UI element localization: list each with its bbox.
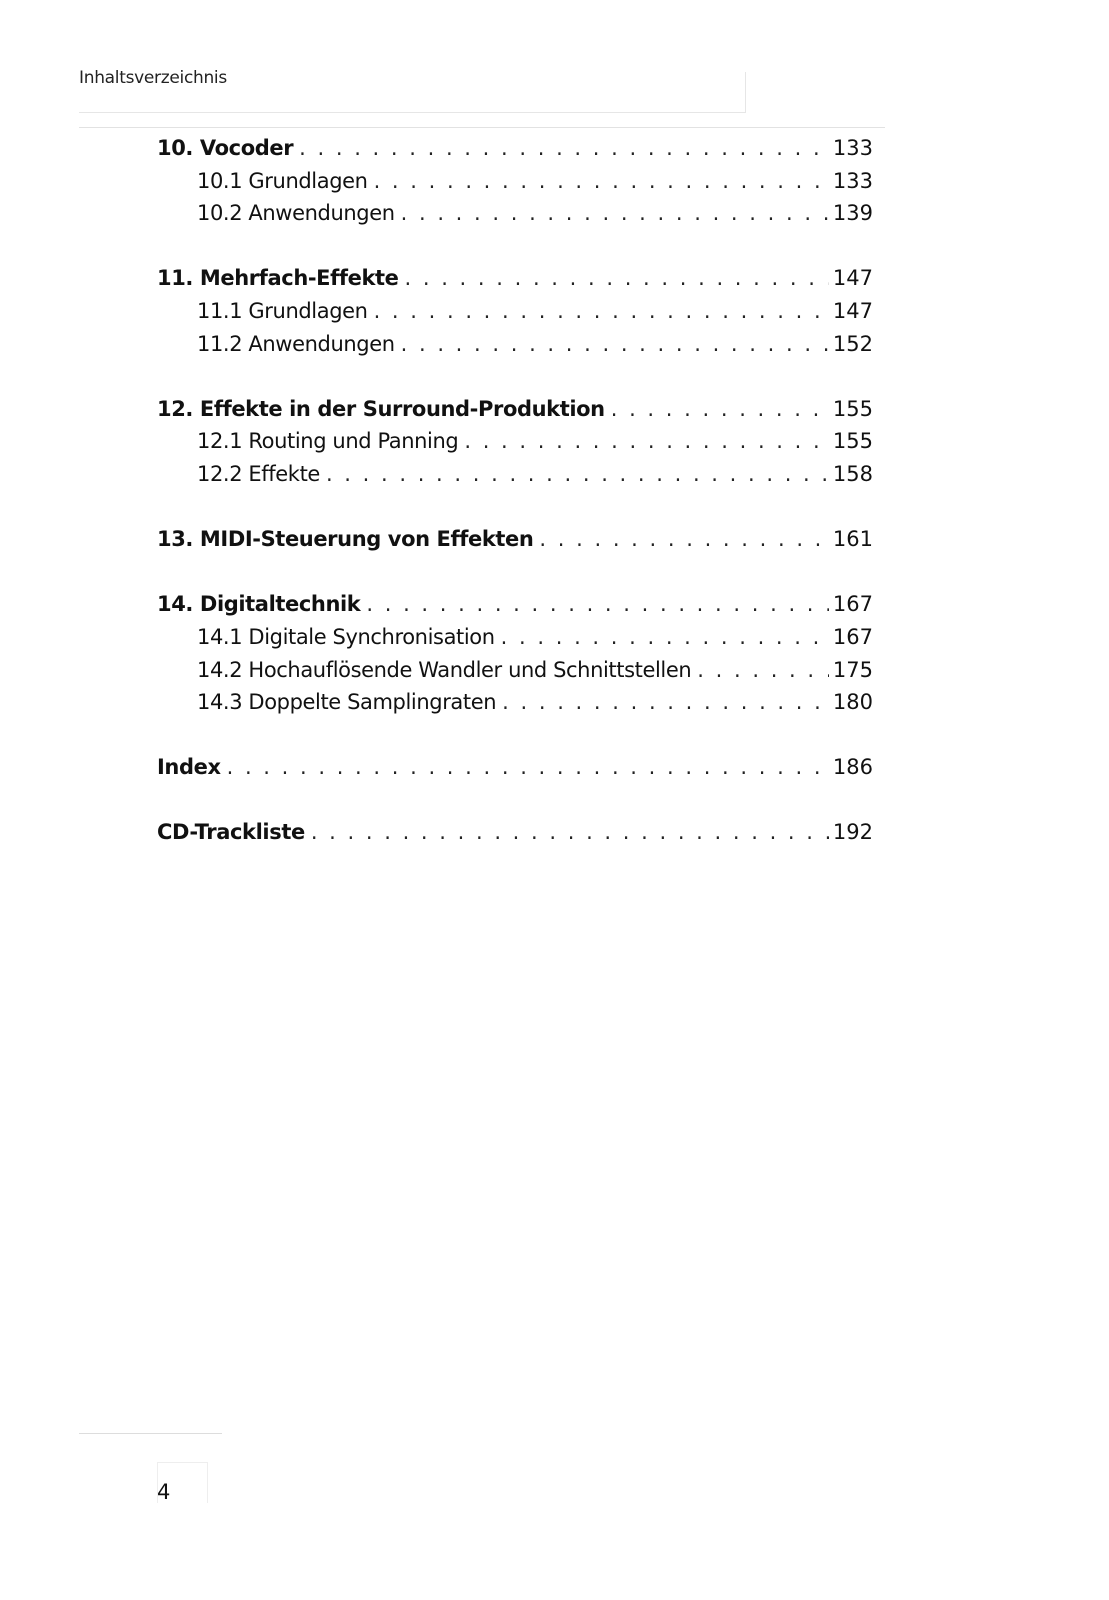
toc-entry-title: 10.2 Anwendungen [197, 201, 395, 226]
toc-entry-title: 14.1 Digitale Synchronisation [197, 624, 495, 649]
toc-entry-title: 11.2 Anwendungen [197, 331, 395, 356]
toc-entry-title: 14.3 Doppelte Samplingraten [197, 690, 497, 715]
toc-entry-page: 155 [832, 396, 873, 421]
toc-entry-page: 161 [832, 527, 873, 552]
toc-entry-title: 12.1 Routing und Panning [197, 429, 459, 454]
toc-entry-title: 10. Vocoder [157, 136, 294, 160]
toc-entry-section[interactable] [157, 654, 873, 687]
dot-leader [366, 588, 829, 621]
running-head: Inhaltsverzeichnis [79, 68, 227, 88]
dot-leader [405, 262, 829, 295]
toc-entry-title: 14.2 Hochauflösende Wandler und Schnittstellen [197, 657, 692, 682]
toc-entry-title: 13. MIDI-Steuerung von Effekten [157, 527, 534, 552]
dot-leader [227, 751, 829, 784]
dot-leader [374, 295, 829, 328]
toc-entry-title: 12. Effekte in der Surround-Produktion [157, 396, 605, 421]
toc-entry-chapter[interactable] [157, 262, 873, 295]
toc-entry-section[interactable] [157, 621, 873, 654]
toc-entry-chapter[interactable] [157, 523, 873, 556]
dot-leader [697, 654, 829, 687]
toc-entry-title: 11.1 Grundlagen [197, 298, 368, 323]
dot-leader [464, 425, 829, 458]
toc-entry-page: 152 [832, 331, 873, 356]
dot-leader [539, 523, 828, 556]
toc-entry-title: 14. Digitaltechnik [157, 592, 361, 617]
dot-leader [311, 816, 829, 849]
toc-entry-section[interactable] [157, 197, 873, 230]
toc-entry-page: 175 [832, 657, 873, 682]
toc-entry-page: 158 [832, 461, 873, 486]
dot-leader [374, 165, 829, 198]
toc-entry-page: 180 [832, 690, 873, 715]
toc-entry-section[interactable] [157, 686, 873, 719]
footer-divider [79, 1433, 222, 1434]
toc-entry-page: 133 [832, 168, 873, 193]
toc-entry-page: 192 [832, 820, 873, 845]
toc-entry-page: 147 [832, 266, 873, 291]
toc-entry-chapter[interactable] [157, 751, 873, 784]
toc-entry-section[interactable] [157, 295, 873, 328]
toc-entry-page: 133 [832, 136, 873, 160]
dot-leader [501, 621, 829, 654]
toc-entry-section[interactable] [157, 328, 873, 361]
toc-entry-page: 155 [832, 429, 873, 454]
toc-entry-title: 10.1 Grundlagen [197, 168, 368, 193]
page-number: 4 [157, 1480, 171, 1504]
table-of-contents [157, 132, 873, 849]
dot-leader [326, 458, 829, 491]
toc-entry-page: 147 [832, 298, 873, 323]
toc-entry-title: CD-Trackliste [157, 820, 305, 845]
toc-entry-chapter[interactable] [157, 816, 873, 849]
dot-leader [299, 132, 829, 165]
toc-entry-page: 186 [832, 755, 873, 780]
toc-entry-page: 167 [832, 624, 873, 649]
toc-entry-title: 11. Mehrfach-Effekte [157, 266, 399, 291]
toc-entry-title: 12.2 Effekte [197, 461, 320, 486]
toc-entry-chapter[interactable] [157, 393, 873, 426]
toc-entry-title: Index [157, 755, 221, 780]
toc-entry-chapter[interactable] [157, 588, 873, 621]
dot-leader [502, 686, 829, 719]
dot-leader [401, 328, 829, 361]
toc-entry-chapter[interactable] [157, 132, 873, 165]
toc-entry-page: 167 [832, 592, 873, 617]
header-divider [79, 127, 885, 128]
toc-entry-section[interactable] [157, 165, 873, 198]
toc-entry-section[interactable] [157, 458, 873, 491]
dot-leader [401, 197, 829, 230]
toc-entry-page: 139 [832, 201, 873, 226]
dot-leader [611, 393, 829, 426]
toc-entry-section[interactable] [157, 425, 873, 458]
